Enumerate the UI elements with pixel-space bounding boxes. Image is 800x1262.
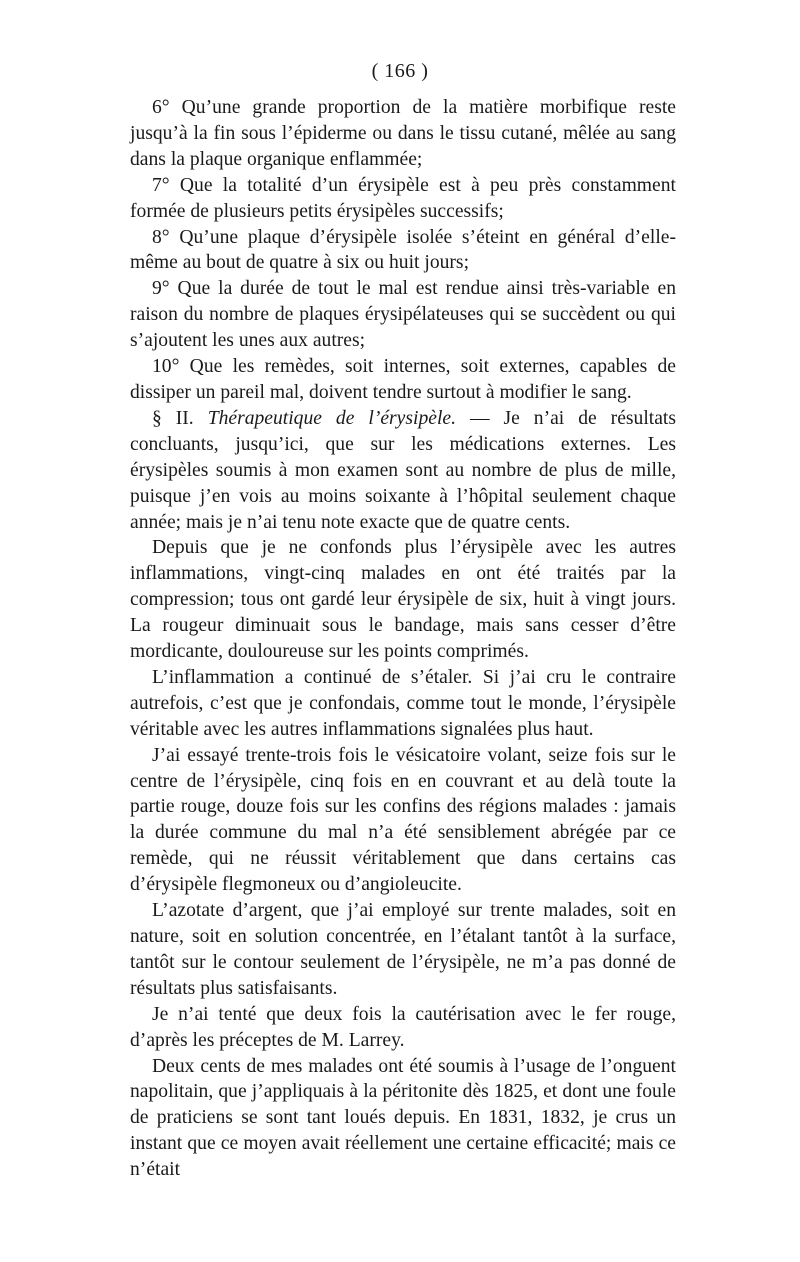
body-paragraph-vesicatoire: J’ai essayé trente-trois fois le vésicatoire volant, seize fois sur le centre de l’érysipèle, cinq fois en en couvrant et au delà toute la partie rouge, douze fois sur les confins des régions malades : jamais la durée commune du mal n’a été sensiblement abrégée par ce remède, qui ne réussit véritablement que dans certains cas d’érysipèle flegmoneux ou d’angioleucite.	[130, 744, 676, 896]
numbered-paragraph-9: 9° Que la durée de tout le mal est rendue ainsi très-variable en raison du nombre de plaques érysipélateuses qui se succèdent ou qui s’ajoutent les unes aux autres;	[130, 278, 676, 352]
numbered-paragraph-8: 8° Qu’une plaque d’érysipèle isolée s’éteint en général d’elle-même au bout de quatre à six ou huit jours;	[130, 226, 676, 274]
section-intro-text: — Je n’ai de résultats concluants, jusqu’ici, que sur les médications externes. Les érysipèles soumis à mon examen sont au nombre de plus de mille, puisque j’en vois au moins soixante à l’hôpital seulement chaque année; mais je n’ai tenu note exacte que de quatre cents.	[130, 407, 676, 533]
body-paragraph-cauterisation: Je n’ai tenté que deux fois la cautérisation avec le fer rouge, d’après les préceptes de M. Larrey.	[130, 1003, 676, 1051]
numbered-paragraph-7: 7° Que la totalité d’un érysipèle est à peu près constamment formée de plusieurs petits érysipèles successifs;	[130, 174, 676, 222]
section-title: Thérapeutique de l’érysipèle.	[207, 407, 456, 429]
body-paragraph-azotate: L’azotate d’argent, que j’ai employé sur trente malades, soit en nature, soit en solution concentrée, en l’étalant tantôt à la surface, tantôt sur le contour seulement de l’érysipèle, ne m’a pas donné de résultats plus satisfaisants.	[130, 900, 676, 999]
text-body	[130, 95, 676, 1183]
section-label: § II.	[152, 407, 194, 429]
body-paragraph-inflammation: L’inflammation a continué de s’étaler. Si j’ai cru le contraire autrefois, c’est que je confondais, comme tout le monde, l’érysipèle véritable avec les autres inflammations signalées plus haut.	[130, 666, 676, 740]
numbered-paragraph-10: 10° Que les remèdes, soit internes, soit externes, capables de dissiper un pareil mal, doivent tendre surtout à modifier le sang.	[130, 356, 676, 403]
body-paragraph-onguent: Deux cents de mes malades ont été soumis à l’usage de l’onguent napolitain, que j’appliquais à la péritonite dès 1825, et dont une foule de praticiens se sont tant loués depuis. En 1831, 1832, je crus un instant que ce moyen avait réellement une certaine efficacité; mais ce n’était	[130, 1055, 676, 1181]
numbered-paragraph-6: 6° Qu’une grande proportion de la matière morbifique reste jusqu’à la fin sous l’épiderme ou dans le tissu cutané, mêlée au sang dans la plaque organique enflammée;	[130, 97, 676, 170]
page-number: ( 166 )	[371, 60, 429, 82]
body-paragraph-compression: Depuis que je ne confonds plus l’érysipèle avec les autres inflammations, vingt-cinq malades en ont été traités par la compression; tous ont gardé leur érysipèle de six, huit à vingt jours. La rougeur diminuait sous le bandage, mais sans cesser d’être mordicante, douloureuse sur les points comprimés.	[130, 537, 676, 663]
section-paragraph	[130, 406, 676, 536]
